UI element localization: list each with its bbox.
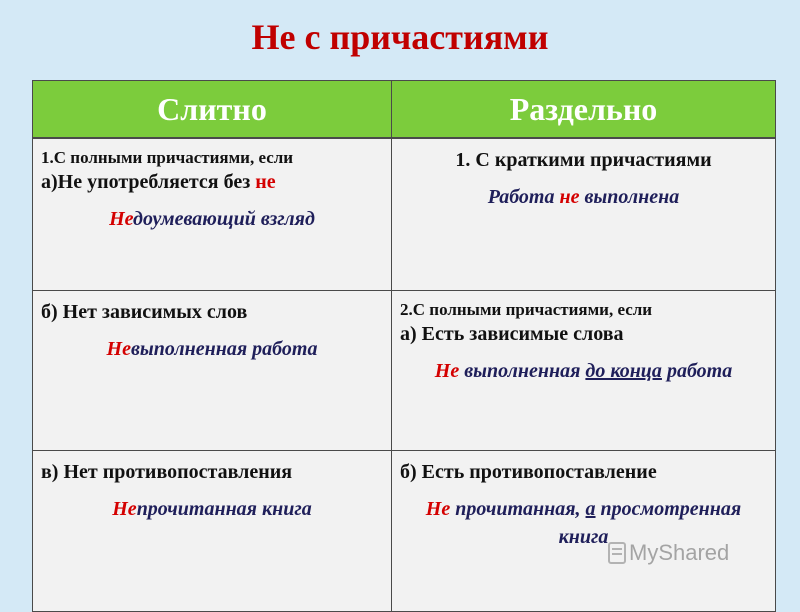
cell-row2-left [33, 291, 392, 451]
rule-text: в) Нет противопоставления [41, 461, 293, 483]
watermark-icon [608, 541, 626, 565]
rule-text: а) Есть зависимые слова [400, 323, 624, 345]
watermark-logo [608, 540, 729, 566]
rule-text-part: а)Не употребляется без [41, 171, 256, 193]
cell-row1-right [392, 138, 776, 291]
example-text [400, 183, 767, 211]
example-text [400, 357, 767, 385]
table-row [33, 138, 776, 291]
underlined-text: а [585, 498, 596, 520]
cell-row3-right [392, 451, 776, 612]
example-text-part: выполненная работа [130, 338, 318, 360]
example-text [41, 205, 383, 233]
header-slitno: Слитно [33, 81, 392, 139]
highlight-ne: Не [109, 208, 134, 230]
example-text [41, 335, 383, 363]
page-title: Не с причастиями [251, 17, 549, 57]
highlight-ne: Не [112, 498, 137, 520]
highlight-ne: Не [434, 360, 460, 382]
example-text-part: прочитанная, [450, 498, 586, 520]
rules-table [32, 80, 776, 612]
highlight-ne: Не [106, 338, 131, 360]
example-text-part: Работа [487, 186, 560, 208]
table-header-row [33, 81, 776, 139]
cell-row1-left [33, 138, 392, 291]
underlined-text: до конца [585, 360, 662, 382]
watermark-text: MyShared [629, 540, 730, 565]
rule-text [41, 169, 383, 195]
example-text-part: прочитанная книга [136, 498, 312, 520]
highlight-ne: не [255, 171, 276, 193]
highlight-ne: Не [425, 498, 451, 520]
rule-text: 1.С полными причастиями, если [41, 148, 294, 167]
table-row [33, 291, 776, 451]
rule-text: 1. С краткими причастиями [455, 149, 712, 171]
rule-text: б) Нет зависимых слов [41, 301, 248, 323]
cell-row3-left [33, 451, 392, 612]
example-text-part: доумевающий взгляд [133, 208, 315, 230]
rule-text: б) Есть противопоставление [400, 461, 657, 483]
header-razdelno: Раздельно [392, 81, 776, 139]
example-text [41, 495, 383, 523]
highlight-ne: не [559, 186, 580, 208]
example-text-part: выполнена [579, 186, 680, 208]
cell-row2-right [392, 291, 776, 451]
example-text-part: выполненная [459, 360, 586, 382]
rule-text: 2.С полными причастиями, если [400, 300, 653, 319]
example-text-part: работа [661, 360, 733, 382]
table-row [33, 451, 776, 612]
example-text-part: просмотренная книга [558, 498, 742, 548]
